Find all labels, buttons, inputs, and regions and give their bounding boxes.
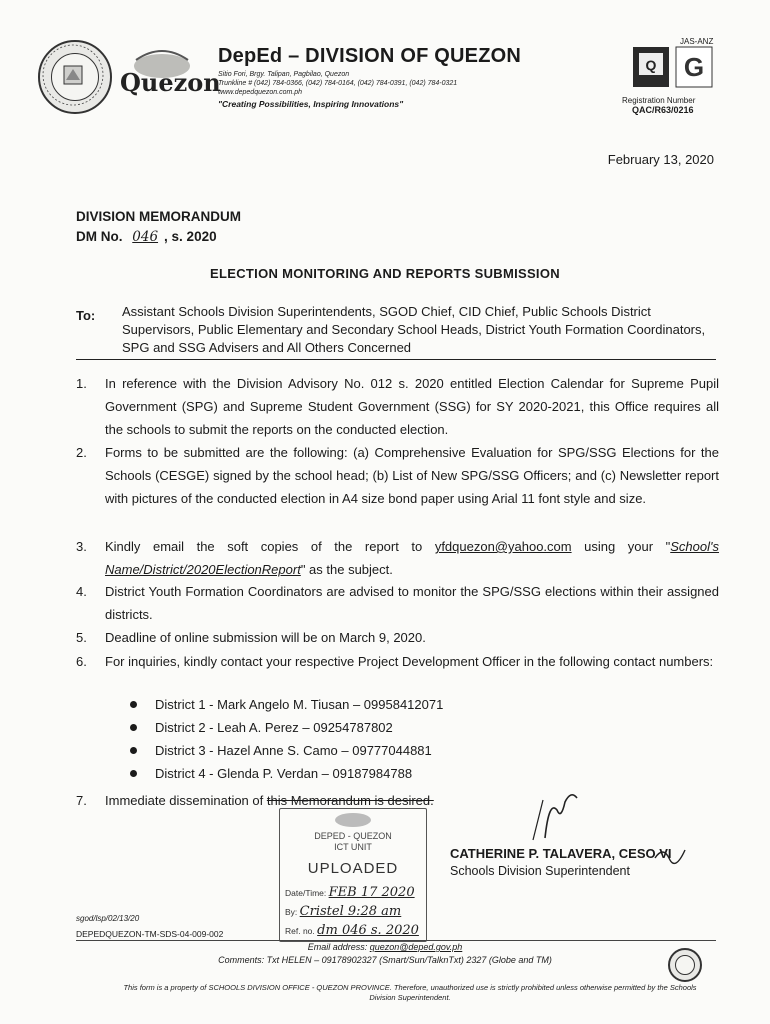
memo-title: DIVISION MEMORANDUM (76, 209, 241, 224)
svg-text:G: G (683, 52, 705, 82)
dm-number: 046 (132, 229, 159, 245)
contact-item (130, 697, 443, 712)
item-number: 5. (76, 630, 87, 645)
stamp-by-row (285, 904, 401, 919)
header-title: DepEd – DIVISION OF QUEZON (218, 45, 522, 67)
item3-text-start: Kindly email the soft copies of the report to (105, 539, 435, 554)
stamp-status: UPLOADED (307, 860, 399, 877)
to-recipients: Assistant Schools Division Superintendents, SGOD Chief, CID Chief, Public Schools District Supervisors, Public Elementary and Secondary School Heads, District Youth Formation Coordinators, SPG and SSG Advisers and All Others Concerned (122, 304, 706, 355)
certification-logo (632, 46, 714, 90)
signatory-title: Schools Division Superintendent (450, 864, 630, 878)
reference-initials: sgod/lsp/02/13/20 (76, 914, 140, 923)
header-motto: "Creating Possibilities, Inspiring Innovations" (218, 99, 404, 109)
signatory-name: CATHERINE P. TALAVERA, CESO VI (450, 846, 672, 861)
dm-number-line (76, 229, 217, 245)
footer-seal-logo (668, 948, 702, 982)
item-text: In reference with the Division Advisory No. 012 s. 2020 entitled Election Calendar for Supreme Pupil Government (SPG) and Supreme Student Government (SSG) for SY 2020-2021, this Office requires all the schools to submit the reports on the conducted election. (105, 376, 719, 437)
deped-seal-logo (38, 40, 112, 114)
stamp-line2: ICT UNIT (334, 842, 372, 852)
memo-date: February 13, 2020 (607, 152, 714, 167)
header-website: www.depedquezon.com.ph (218, 89, 303, 96)
registration-label: Registration Number (622, 96, 696, 105)
stamp-date-label: Date/Time: (285, 888, 327, 898)
stamp-date-row (285, 885, 415, 900)
footer-email-label: Email address: (307, 942, 370, 952)
contact-text: District 4 - Glenda P. Verdan – 09187984788 (155, 766, 413, 781)
bullet-icon (130, 701, 137, 708)
contact-text: District 3 - Hazel Anne S. Camo – 09777044881 (155, 743, 432, 758)
item-number: 1. (76, 376, 87, 391)
item-number: 7. (76, 793, 87, 808)
item-number: 3. (76, 539, 87, 554)
email-subject-format: School's Name/District/2020ElectionReport (105, 539, 719, 577)
stamp-ref-label: Ref. no. (285, 926, 315, 936)
ict-uploaded-stamp (279, 808, 427, 942)
item-number: 6. (76, 654, 87, 669)
dm-prefix: DM No. (76, 229, 123, 244)
contact-item (130, 743, 432, 758)
footer-email-line (0, 942, 770, 952)
header-trunkline: Trunkline # (042) 784-0366, (042) 784-0164, (042) 784-0391, (042) 784-0321 (218, 80, 458, 87)
stamp-by-value: Cristel 9:28 am (299, 904, 402, 919)
item-number: 4. (76, 584, 87, 599)
item3-text-mid: using your " (571, 539, 671, 554)
stamp-ref-value: dm 046 s. 2020 (317, 923, 419, 938)
stamp-ref-row (285, 923, 419, 938)
footer-email-link[interactable]: quezon@deped.gov.ph (369, 942, 463, 952)
email-link[interactable]: yfdquezon@yahoo.com (434, 539, 572, 554)
stamp-date-value: FEB 17 2020 (328, 885, 415, 900)
svg-text:Q: Q (645, 57, 657, 73)
to-label: To: (76, 308, 96, 323)
item-text: Deadline of online submission will be on March 9, 2020. (105, 630, 426, 645)
footer-notice: This form is a property of SCHOOLS DIVISION OFFICE - QUEZON PROVINCE. Therefore, unauthorized use is strictly prohibited unless otherwise permitted by the Schools Division Superintendent. (123, 983, 697, 1002)
document-code: DEPEDQUEZON-TM-SDS-04-009-002 (76, 929, 224, 939)
item-text: Forms to be submitted are the following: (a) Comprehensive Evaluation for SPG/SSG Elections for the Schools (CESGE) signed by the school head; (b) List of New SPG/SSG Officers; and (c) Newsletter report with pictures of the conducted election in A4 size bond paper using Arial 11 font style and size. (105, 445, 719, 506)
contact-item (130, 766, 412, 781)
divider (76, 359, 716, 360)
item-text: District Youth Formation Coordinators are advised to monitor the SPG/SSG elections within their assigned districts. (105, 584, 719, 622)
dm-suffix: , s. 2020 (164, 229, 217, 244)
contact-text: District 2 - Leah A. Perez – 09254787802 (155, 720, 393, 735)
item3-text-end: " as the subject. (300, 562, 393, 577)
item-number: 2. (76, 445, 87, 460)
logo-wordmark: Quezon (120, 68, 221, 97)
stamp-logo-icon (330, 811, 376, 829)
header-address: Sitio Fori, Brgy. Talipan, Pagbilao, Quezon (218, 71, 350, 78)
bullet-icon (130, 747, 137, 754)
item-text (105, 535, 719, 581)
jas-anz-label: JAS-ANZ (680, 37, 714, 46)
deped-quezon-logo (116, 46, 221, 102)
item7-text-start: Immediate dissemination of (105, 793, 267, 808)
contact-item (130, 720, 393, 735)
footer-divider (76, 940, 716, 941)
stamp-line1: DEPED - QUEZON (314, 831, 392, 841)
contact-text: District 1 - Mark Angelo M. Tiusan – 09958412071 (155, 697, 444, 712)
item-text: For inquiries, kindly contact your respective Project Development Officer in the following contact numbers: (105, 654, 714, 669)
registration-number: QAC/R63/0216 (632, 105, 694, 115)
footer-comments: Comments: Txt HELEN – 09178902327 (Smart/Sun/TalknTxt) 2327 (Globe and TM) (218, 955, 552, 965)
item7-struck-text: this Memorandum is desired. (266, 793, 434, 808)
bullet-icon (130, 724, 137, 731)
bullet-icon (130, 770, 137, 777)
stamp-by-label: By: (285, 907, 298, 917)
memo-subject: ELECTION MONITORING AND REPORTS SUBMISSION (210, 266, 560, 281)
